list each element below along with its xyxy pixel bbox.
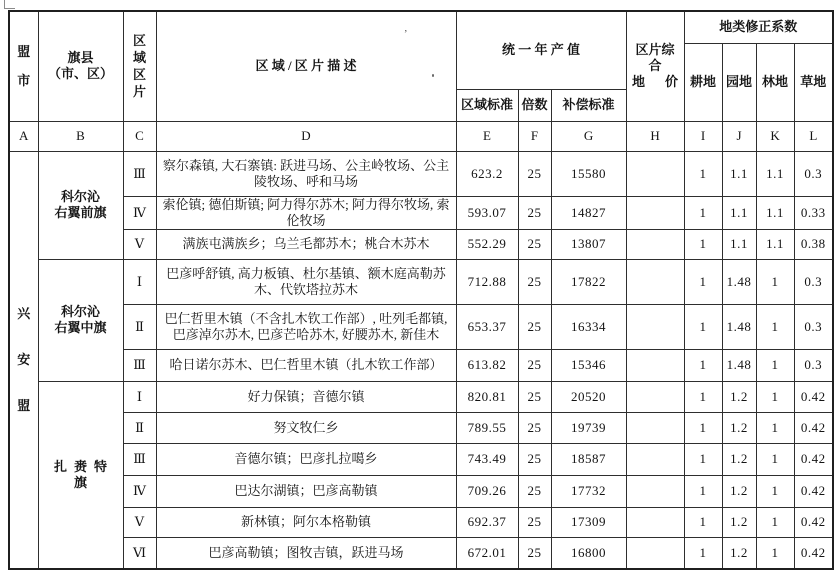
- league-cell: [9, 151, 38, 569]
- cell-zone: Ⅴ: [123, 229, 156, 259]
- header-description: [156, 11, 456, 121]
- cell-multiplier: 25: [518, 349, 551, 381]
- cell-regional-standard: 692.37: [456, 507, 518, 537]
- cell-compensation: 14827: [551, 196, 626, 229]
- cell-description: 巴彦高勒镇；图牧吉镇，跃进马场: [156, 537, 456, 569]
- cell-forest: 1: [756, 412, 794, 443]
- league-char: 兴: [17, 305, 31, 321]
- header-cultivated: 耕地: [684, 43, 722, 121]
- cell-garden: 1.2: [722, 443, 756, 475]
- table-row: [9, 349, 833, 381]
- cell-regional-standard: 552.29: [456, 229, 518, 259]
- banner-cell: [38, 381, 123, 569]
- col-letter-e: E: [456, 121, 518, 151]
- header-zone-price: [626, 11, 684, 121]
- cell-zone: Ⅰ: [123, 381, 156, 412]
- cell-grass: 0.42: [794, 443, 833, 475]
- cell-zone: Ⅳ: [123, 196, 156, 229]
- table-row: [9, 443, 833, 475]
- cell-multiplier: 25: [518, 196, 551, 229]
- col-letter-j: J: [722, 121, 756, 151]
- cell-description: 巴彦呼舒镇, 高力板镇、杜尔基镇、额木庭高勒苏木、代钦塔拉苏木: [156, 259, 456, 304]
- cell-zone-price: [626, 229, 684, 259]
- cell-compensation: 17732: [551, 475, 626, 507]
- cell-zone-price: [626, 412, 684, 443]
- cell-zone: Ⅲ: [123, 349, 156, 381]
- cell-cultivated: 1: [684, 304, 722, 349]
- league-name: [13, 306, 35, 414]
- col-letter-g: G: [551, 121, 626, 151]
- table-row: [9, 259, 833, 304]
- cell-grass: 0.42: [794, 381, 833, 412]
- cell-compensation: 20520: [551, 381, 626, 412]
- zone-label: [127, 33, 153, 100]
- zone-price-line1: 区片综合: [635, 42, 675, 74]
- table-row: [9, 475, 833, 507]
- cell-multiplier: 25: [518, 537, 551, 569]
- table-row: [9, 304, 833, 349]
- zone-char: 域: [132, 49, 146, 65]
- col-letter-d: D: [156, 121, 456, 151]
- cell-compensation: 17309: [551, 507, 626, 537]
- cell-multiplier: 25: [518, 412, 551, 443]
- header-garden: 园地: [722, 43, 756, 121]
- header-zone: [123, 11, 156, 121]
- cell-zone-price: [626, 196, 684, 229]
- cell-zone: Ⅴ: [123, 507, 156, 537]
- col-letter-k: K: [756, 121, 794, 151]
- header-correction-title: 地类修正系数: [684, 11, 833, 43]
- cell-compensation: 18587: [551, 443, 626, 475]
- cell-grass: 0.38: [794, 229, 833, 259]
- cell-zone-price: [626, 443, 684, 475]
- cell-zone: Ⅰ: [123, 259, 156, 304]
- cell-zone: Ⅲ: [123, 151, 156, 196]
- cell-grass: 0.42: [794, 537, 833, 569]
- zone-char: 区: [132, 66, 146, 82]
- cell-garden: 1.2: [722, 537, 756, 569]
- cell-forest: 1: [756, 537, 794, 569]
- cell-zone: Ⅵ: [123, 537, 156, 569]
- col-letter-c: C: [123, 121, 156, 151]
- cell-cultivated: 1: [684, 151, 722, 196]
- cell-description: 新林镇；阿尔本格勒镇: [156, 507, 456, 537]
- col-letter-b: B: [38, 121, 123, 151]
- cell-zone-price: [626, 381, 684, 412]
- cell-compensation: 17822: [551, 259, 626, 304]
- cell-zone-price: [626, 259, 684, 304]
- zone-char: 区: [132, 32, 146, 48]
- cell-garden: 1.48: [722, 349, 756, 381]
- cell-multiplier: 25: [518, 475, 551, 507]
- header-unified-output: 统 一 年 产 值: [456, 11, 626, 89]
- banner-county-line2: （市、区）: [47, 66, 113, 82]
- cell-zone-price: [626, 475, 684, 507]
- table-row: [9, 381, 833, 412]
- cell-grass: 0.33: [794, 196, 833, 229]
- table-row: [9, 537, 833, 569]
- cell-regional-standard: 613.82: [456, 349, 518, 381]
- cell-multiplier: 25: [518, 304, 551, 349]
- header-forest: 林地: [756, 43, 794, 121]
- cell-cultivated: 1: [684, 443, 722, 475]
- col-letter-h: H: [626, 121, 684, 151]
- cell-compensation: 19739: [551, 412, 626, 443]
- table-row: [9, 229, 833, 259]
- cell-cultivated: 1: [684, 475, 722, 507]
- league-city-char: 市: [17, 72, 31, 88]
- cell-grass: 0.3: [794, 304, 833, 349]
- cell-cultivated: 1: [684, 349, 722, 381]
- cell-zone: Ⅱ: [123, 412, 156, 443]
- cell-regional-standard: 593.07: [456, 196, 518, 229]
- cell-regional-standard: 653.37: [456, 304, 518, 349]
- column-letter-row: [9, 121, 833, 151]
- cell-forest: 1: [756, 259, 794, 304]
- cell-regional-standard: 789.55: [456, 412, 518, 443]
- cell-description: 好力保镇；音德尔镇: [156, 381, 456, 412]
- cell-garden: 1.2: [722, 381, 756, 412]
- cell-compensation: 16800: [551, 537, 626, 569]
- col-letter-i: I: [684, 121, 722, 151]
- compensation-standards-table: [8, 10, 834, 570]
- cell-grass: 0.42: [794, 507, 833, 537]
- scan-artifact-dot: [432, 74, 434, 77]
- cell-cultivated: 1: [684, 381, 722, 412]
- cell-cultivated: 1: [684, 259, 722, 304]
- cell-multiplier: 25: [518, 507, 551, 537]
- cell-garden: 1.1: [722, 151, 756, 196]
- cell-garden: 1.1: [722, 196, 756, 229]
- cell-garden: 1.48: [722, 304, 756, 349]
- cell-description: 哈日诺尔苏木、巴仁哲里木镇（扎木钦工作部）: [156, 349, 456, 381]
- cell-multiplier: 25: [518, 151, 551, 196]
- cell-regional-standard: 709.26: [456, 475, 518, 507]
- cell-description: 察尔森镇, 大石寨镇: 跃进马场、公主岭牧场、公主陵牧场、呼和马场: [156, 151, 456, 196]
- cell-grass: 0.42: [794, 412, 833, 443]
- banner-cell: [38, 151, 123, 259]
- cell-garden: 1.2: [722, 507, 756, 537]
- cell-description: 满族屯满族乡；乌兰毛都苏木；桃合木苏木: [156, 229, 456, 259]
- cell-regional-standard: 712.88: [456, 259, 518, 304]
- banner-line: 科尔沁: [60, 304, 100, 319]
- cell-zone-price: [626, 537, 684, 569]
- cell-garden: 1.2: [722, 475, 756, 507]
- cell-zone: Ⅲ: [123, 443, 156, 475]
- table-row: [9, 196, 833, 229]
- banner-cell: [38, 259, 123, 381]
- col-letter-l: L: [794, 121, 833, 151]
- cell-compensation: 16334: [551, 304, 626, 349]
- zone-price-char: 价: [665, 74, 679, 90]
- cell-zone-price: [626, 349, 684, 381]
- cell-multiplier: 25: [518, 381, 551, 412]
- cell-description: 索伦镇; 德伯斯镇; 阿力得尔苏木; 阿力得尔牧场, 索伦牧场: [156, 196, 456, 229]
- cell-zone-price: [626, 151, 684, 196]
- banner-line: 科尔沁: [60, 189, 100, 204]
- cell-forest: 1: [756, 381, 794, 412]
- document-sheet: [8, 10, 834, 570]
- header-multiplier: 倍数: [518, 89, 551, 121]
- cell-compensation: 13807: [551, 229, 626, 259]
- col-letter-f: F: [518, 121, 551, 151]
- zone-price-char: 地: [632, 74, 646, 90]
- cell-regional-standard: 743.49: [456, 443, 518, 475]
- banner-line: 扎赉特旗: [53, 458, 114, 490]
- header-compensation-standard: 补偿标准: [551, 89, 626, 121]
- header-banner-county: [38, 11, 123, 121]
- league-city-char: 盟: [17, 43, 31, 59]
- cell-description: 努文牧仁乡: [156, 412, 456, 443]
- cell-forest: 1: [756, 349, 794, 381]
- cell-grass: 0.42: [794, 475, 833, 507]
- banner-line: 右翼中旗: [54, 320, 107, 335]
- cell-cultivated: 1: [684, 412, 722, 443]
- cell-zone-price: [626, 304, 684, 349]
- cell-forest: 1: [756, 443, 794, 475]
- cell-cultivated: 1: [684, 507, 722, 537]
- cell-garden: 1.1: [722, 229, 756, 259]
- page-corner-mark: [4, 0, 15, 9]
- cell-description: 音德尔镇；巴彦扎拉噶乡: [156, 443, 456, 475]
- cell-grass: 0.3: [794, 151, 833, 196]
- league-city-label: [13, 44, 35, 89]
- zone-price-line2: [632, 74, 678, 90]
- banner-county-line1: 旗县: [67, 50, 94, 66]
- header-row-1: [9, 11, 833, 43]
- cell-garden: 1.48: [722, 259, 756, 304]
- cell-regional-standard: 820.81: [456, 381, 518, 412]
- cell-regional-standard: 672.01: [456, 537, 518, 569]
- table-row: [9, 412, 833, 443]
- header-league-city: [9, 11, 38, 121]
- league-char: 盟: [17, 397, 31, 413]
- cell-cultivated: 1: [684, 196, 722, 229]
- cell-forest: 1: [756, 507, 794, 537]
- table-row: [9, 507, 833, 537]
- cell-zone-price: [626, 507, 684, 537]
- col-letter-a: A: [9, 121, 38, 151]
- cell-description: 巴仁哲里木镇（不含扎木钦工作部）, 吐列毛都镇, 巴彦淖尔苏木, 巴彦芒哈苏木, 好腰苏木, 新佳木: [156, 304, 456, 349]
- cell-forest: 1.1: [756, 229, 794, 259]
- cell-grass: 0.3: [794, 349, 833, 381]
- description-label: 区 域 / 区 片 描 述: [255, 58, 357, 74]
- cell-forest: 1.1: [756, 151, 794, 196]
- cell-compensation: 15580: [551, 151, 626, 196]
- table-row: [9, 151, 833, 196]
- cell-description: 巴达尔湖镇；巴彦高勒镇: [156, 475, 456, 507]
- cell-multiplier: 25: [518, 259, 551, 304]
- zone-char: 片: [132, 83, 146, 99]
- cell-forest: 1: [756, 475, 794, 507]
- cell-cultivated: 1: [684, 537, 722, 569]
- league-char: 安: [17, 351, 31, 367]
- cell-multiplier: 25: [518, 229, 551, 259]
- cell-forest: 1: [756, 304, 794, 349]
- banner-line: 右翼前旗: [54, 205, 107, 220]
- header-grass: 草地: [794, 43, 833, 121]
- cell-forest: 1.1: [756, 196, 794, 229]
- cell-multiplier: 25: [518, 443, 551, 475]
- cell-garden: 1.2: [722, 412, 756, 443]
- cell-cultivated: 1: [684, 229, 722, 259]
- scan-artifact-mark: ’: [403, 28, 408, 40]
- cell-zone: Ⅱ: [123, 304, 156, 349]
- cell-compensation: 15346: [551, 349, 626, 381]
- cell-regional-standard: 623.2: [456, 151, 518, 196]
- header-regional-standard: 区域标准: [456, 89, 518, 121]
- cell-grass: 0.3: [794, 259, 833, 304]
- cell-zone: Ⅳ: [123, 475, 156, 507]
